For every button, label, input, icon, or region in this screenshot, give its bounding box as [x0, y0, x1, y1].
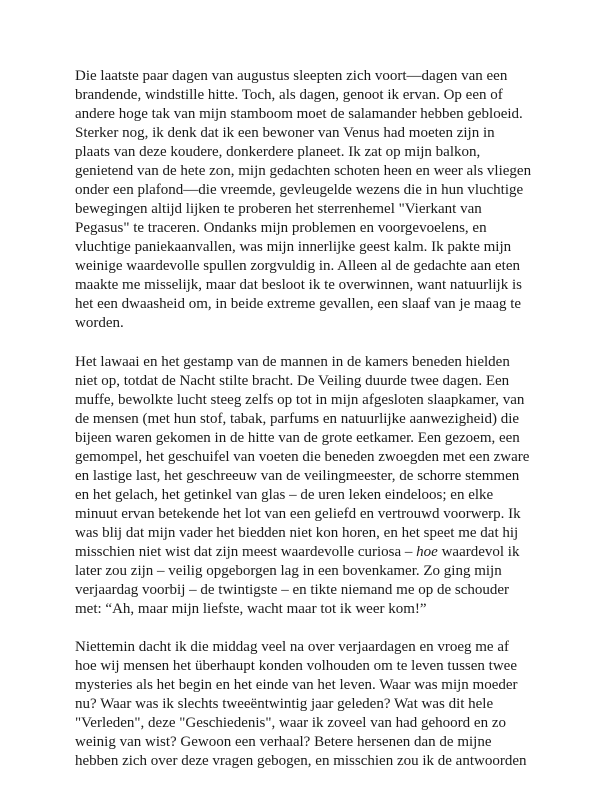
text-line: "Verleden", deze "Geschiedenis", waar ik zoveel van had gehoord en zo [75, 715, 506, 731]
text-line: maakte me misselijk, maar dat besloot ik te overwinnen, want natuurlijk is [75, 277, 522, 293]
paragraph-3 [75, 638, 535, 771]
text-line: hebben zich over deze vragen gebogen, en misschien zou ik de antwoorden [75, 753, 527, 769]
text-segment: misschien niet wist dat zijn meest waardevolle curiosa – [75, 543, 417, 560]
text-line: en lastige last, het geschreeuw van de veilingmeester, de schorre stemmen [75, 467, 520, 484]
text-line: andere hoge tak van mijn stamboom moet de salamander hebben gebloeid. [75, 106, 523, 122]
paragraph-1 [75, 67, 535, 333]
text-line: was blij dat mijn vader het biedden niet kon horen, en het speet me dat hij [75, 524, 519, 541]
text-line [75, 543, 535, 562]
text-line: bewegingen altijd lijken te proberen het sterrenhemel "Vierkant van [75, 201, 482, 217]
text-line: mysteries als het begin en het einde van het leven. Waar was mijn moeder [75, 677, 518, 693]
paragraph-2 [75, 353, 535, 619]
text-line: minuut ervan betekende het lot van een geliefd en vertrouwd voorwerp. Ik [75, 505, 521, 522]
text-line: weinig van wist? Gewoon een verhaal? Betere hersenen dan de mijne [75, 734, 492, 750]
text-line: Niettemin dacht ik die middag veel na over verjaardagen en vroeg me af [75, 639, 509, 655]
text-line: Pegasus" te traceren. Ondanks mijn problemen en voorgevoelens, en [75, 220, 487, 236]
text-line: bijeen waren gekomen in de hitte van de grote eetkamer. Een gezoem, een [75, 429, 520, 446]
document-page [75, 67, 535, 791]
text-line: verjaardag voorbij – de twintigste – en tikte niemand me op de schouder [75, 581, 510, 598]
text-line: hoe wij mensen het überhaupt konden volhouden om te leven tussen twee [75, 658, 517, 674]
text-line: niet op, totdat de Nacht stilte bracht. De Veiling duurde twee dagen. Een [75, 372, 510, 389]
text-line: brandende, windstille hitte. Toch, als dagen, genoot ik ervan. Op een of [75, 87, 503, 103]
text-line: vluchtige paniekaanvallen, was mijn innerlijke geest kalm. Ik pakte mijn [75, 239, 512, 255]
text-line: en het gelach, het getinkel van glas – de uren leken eindeloos; en elke [75, 486, 494, 503]
text-line: muffe, bewolkte lucht steeg zelfs op tot in mijn afgesloten slaapkamer, van [75, 391, 525, 408]
text-line: gemompel, het geschuifel van voeten die beneden zwoegden met een zware [75, 448, 530, 465]
text-line: het een dwaasheid om, in beide extreme gevallen, een slaaf van je maag te [75, 296, 522, 312]
text-line: Sterker nog, ik denk dat ik een bewoner van Venus had moeten zijn in [75, 125, 495, 141]
text-line: weinige waardevolle spullen zorgvuldig in. Alleen al de gedachte aan eten [75, 258, 520, 274]
text-line: Die laatste paar dagen van augustus sleepten zich voort—dagen van een [75, 68, 508, 84]
text-line: nu? Waar was ik slechts tweeëntwintig jaar geleden? Wat was dit hele [75, 696, 494, 712]
emphasis-word: hoe [416, 543, 438, 560]
text-segment: waardevol ik [437, 543, 520, 560]
text-line: genietend van de hete zon, mijn gedachten schoten heen en weer als vliegen [75, 163, 532, 179]
text-line: later zou zijn – veilig opgeborgen lag in een bovenkamer. Zo ging mijn [75, 562, 502, 579]
text-line: de mensen (met hun stof, tabak, parfums en natuurlijke aanwezigheid) die [75, 410, 520, 427]
text-line: onder een plafond—die vreemde, gevleugelde wezens die in hun vluchtige [75, 182, 524, 198]
text-line: plaats van deze koudere, donkerdere planeet. Ik zat op mijn balkon, [75, 144, 481, 160]
text-line: met: “Ah, maar mijn liefste, wacht maar tot ik weer kom!” [75, 600, 427, 617]
text-line: Het lawaai en het gestamp van de mannen in de kamers beneden hielden [75, 353, 510, 370]
text-line: worden. [75, 315, 124, 331]
